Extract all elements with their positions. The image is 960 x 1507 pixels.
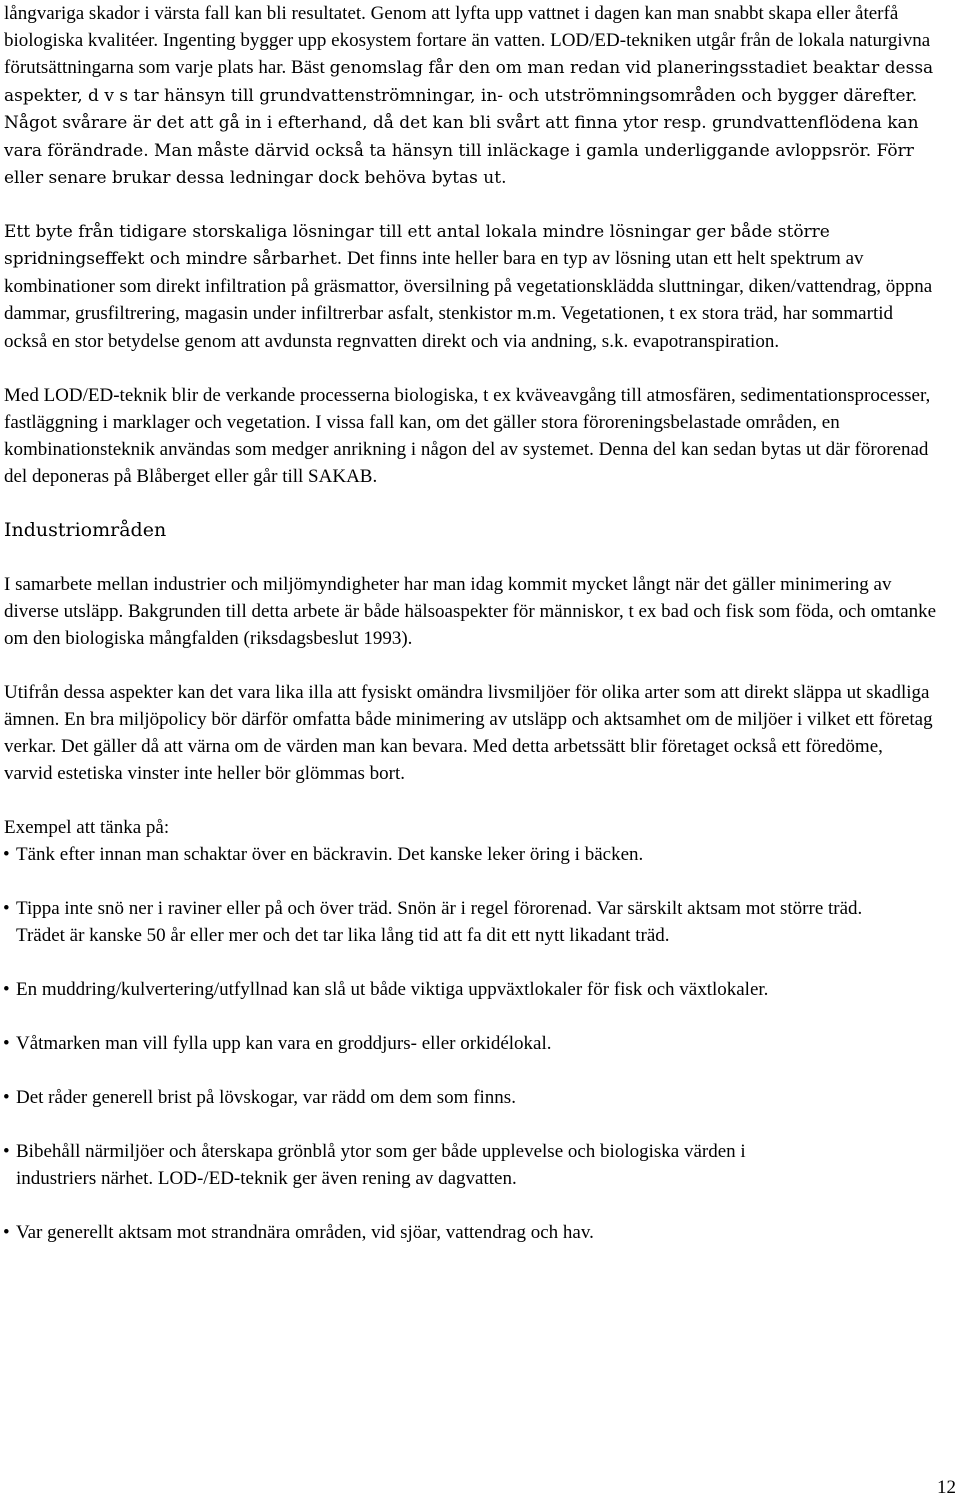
paragraph-intro-part2: genomslag får den om man redan vid planeringsstadiet beaktar dessa aspekter, d v s tar hänsyn till grundvattenströmningar, in- och utströmningsområden och bygger därefter. Något svårare är det att gå in i efterhand, då det kan bli svårt att finna ytor resp. grundvattenflödena kan vara förändrade. Man xyxy=(4,58,934,161)
paragraph-lokala-losningar xyxy=(4,219,934,356)
paragraph-lokala-losningar-part2: Det finns inte heller bara en typ av lösning utan ett helt spektrum av kombinationer som direkt infiltration på gräsmattor, översilning på vegetationsklädda sluttningar, diken/vattendrag, öppna dammar, grusfiltrering, magasin under infiltrerbar asfalt, stenkistor m.m. Vegetationen, t ex stora träd, har sommartid också en stor betydelse genom att avdunsta regnvatten direkt och via andning, s.k. evapotranspiration. xyxy=(4,248,933,352)
examples-list-item: • Tänk efter innan man schaktar över en bäckravin. Det kanske leker öring i bäcken. xyxy=(4,841,804,868)
spacer xyxy=(4,490,954,517)
spacer xyxy=(4,652,954,679)
spacer xyxy=(4,192,954,219)
paragraph-lod-ed-teknik: Med LOD/ED-teknik blir de verkande processerna biologiska, t ex kväveavgång till atmosfären, sedimentationsprocesser, fastläggning i marklager och vegetation. I vissa fall kan, om det gäller stora föroreningsbelastade områden, en kombinationsteknik användas som medger anrikning i någon del av systemet. Denna del kan sedan bytas ut där förorenad del deponeras på Blåberget eller går till SAKAB. xyxy=(4,385,931,487)
paragraph-intro-part3: måste därvid också ta hänsyn till inläckage i gamla underliggande avloppsrör. Förr eller senare brukar dessa ledningar dock behöva bytas ut. xyxy=(4,140,914,188)
examples-title: Exempel att tänka på: xyxy=(4,817,170,838)
examples-list-item: • En muddring/kulvertering/utfyllnad kan slå ut både viktiga uppväxtlokaler för fisk och växtlokaler. xyxy=(4,976,804,1003)
examples-list-item: • Det råder generell brist på lövskogar, var rädd om dem som finns. xyxy=(4,1084,804,1111)
paragraph-intro-part1: långvariga skador i värsta fall kan bli resultatet. Genom att lyfta upp vattnet i dagen kan man snabbt skapa eller återfå biologiska kvalitéer. Ingenting bygger upp ekosystem fortare än vatten. LOD/ED-tekniken utgår från de lokala naturgivna förutsättningarna som varje plats har. Bäst xyxy=(4,3,931,78)
examples-list-item: • Bibehåll närmiljöer och återskapa grönblå ytor som ger både upplevelse och biologiska värden i industriers närhet. LOD-/ED-teknik ger även rening av dagvatten. xyxy=(4,1138,804,1192)
paragraph-samarbete: I samarbete mellan industrier och miljömyndigheter har man idag kommit mycket långt när det gäller minimering av diverse utsläpp. Bakgrunden till detta arbete är både hälsoaspekter för människor, t ex bad och fisk som föda, och omtanke om den biologiska mångfalden (riksdagsbeslut 1993). xyxy=(4,574,937,649)
page-number: 12 xyxy=(937,1477,956,1498)
examples-list xyxy=(4,841,863,1246)
paragraph-aspekter: Utifrån dessa aspekter kan det vara lika illa att fysiskt omändra livsmiljöer för olika arter som att direkt släppa ut skadliga ämnen. En bra miljöpolicy bör därför omfatta både minimering av utsläpp och aktsamhet om de miljöer i vilket ett företag verkar. Det gäller då att värna om de värden man kan bevara. Med detta arbetssätt blir företaget också ett föredöme, varvid estetiska vinster inte heller bör glömmas bort. xyxy=(4,682,933,784)
document-page xyxy=(4,0,954,1273)
examples-list-item: • Tippa inte snö ner i raviner eller på och över träd. Snön är i regel förorenad. Var särskilt aktsam mot större träd. Trädet är kanske 50 år eller mer och det tar lika lång tid att fa dit ett nytt likadant träd. xyxy=(4,895,866,949)
spacer xyxy=(4,355,954,382)
examples-list-item: • Våtmarken man vill fylla upp kan vara en groddjurs- eller orkidélokal. xyxy=(4,1030,804,1057)
spacer xyxy=(4,544,954,571)
paragraph-lokala-losningar-part1: Ett byte från tidigare storskaliga lösningar till ett antal lokala mindre lösningar ger både större spridningseffekt och mindre sårbarhet. xyxy=(4,221,830,269)
spacer xyxy=(4,787,954,814)
examples-list-item: • Var generellt aktsam mot strandnära områden, vid sjöar, vattendrag och hav. xyxy=(4,1219,804,1246)
paragraph-intro xyxy=(4,0,954,192)
section-heading-industriomraden: Industriområden xyxy=(4,519,167,541)
